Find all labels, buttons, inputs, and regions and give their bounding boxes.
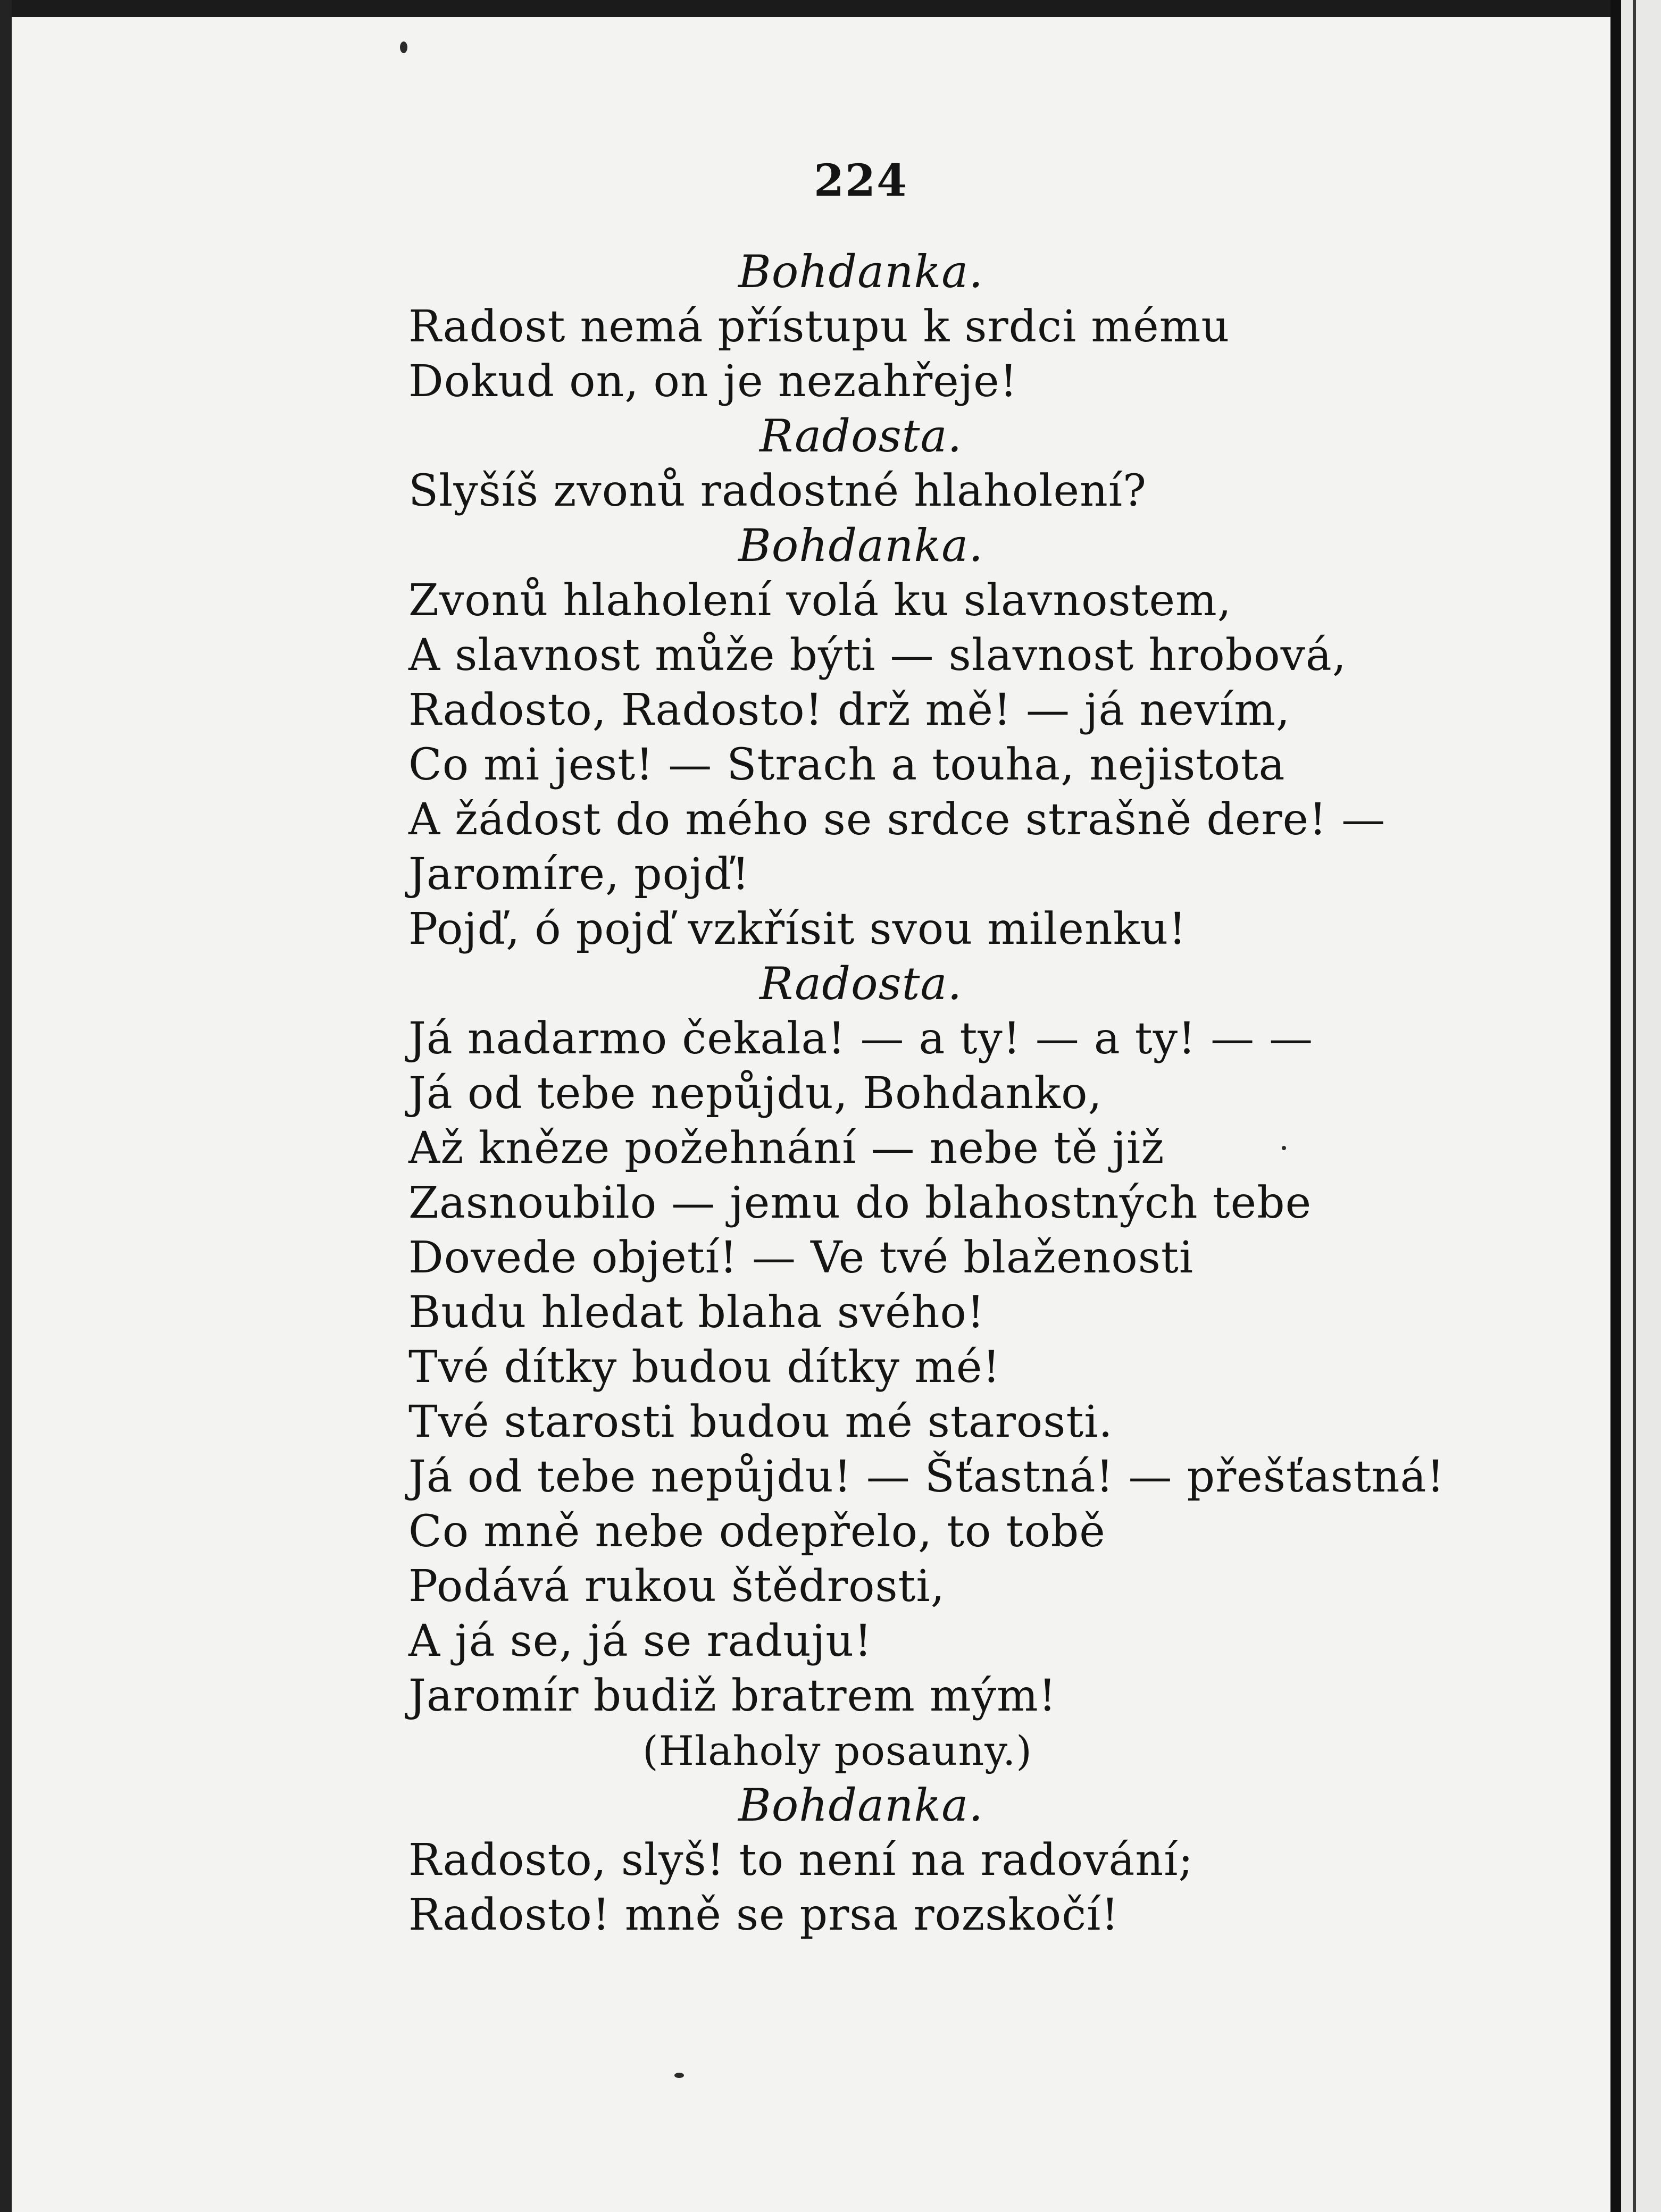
verse-line: Zvonů hlaholení volá ku slavnostem, [408,575,1232,626]
speaker-name: Bohdanka. [738,520,984,572]
verse-line: Zasnoubilo — jemu do blahostných tebe [408,1178,1312,1228]
verse-line: Co mi jest! — Strach a touha, nejistota [408,740,1286,790]
verse-line: Co mně nebe odepřelo, to tobě [408,1506,1106,1557]
stage-direction: (Hlaholy posauny.) [642,1727,1032,1774]
verse-line: A žádost do mého se srdce strašně dere! — [408,794,1386,845]
verse-line: Radosto, slyš! to není na radování; [408,1835,1194,1886]
verse-line: Radosto, Radosto! drž mě! — já nevím, [408,685,1291,735]
verse-line: Podává rukou štědrosti, [408,1561,945,1612]
verse-line: Tvé dítky budou dítky mé! [408,1342,1001,1393]
verse-line: A slavnost může býti — slavnost hrobová, [408,630,1347,681]
scan-border-right-line [1610,0,1621,2212]
scan-border-top [0,0,1617,17]
scan-border-left [0,0,12,2212]
scan-speck [674,2073,684,2078]
verse-line: Já nadarmo čekala! — a ty! — a ty! — — [408,1013,1314,1064]
verse-line: Pojď, ó pojď vzkřísit svou milenku! [408,904,1187,954]
verse-line: Dovede objetí! — Ve tvé blaženosti [408,1233,1194,1283]
speaker-name: Bohdanka. [738,246,984,298]
verse-line: Jaromír budiž bratrem mým! [408,1671,1057,1721]
verse-line: Tvé starosti budou mé starosti. [408,1397,1113,1447]
page-number: 224 [814,155,908,206]
verse-line: Radosto! mně se prsa rozskočí! [408,1890,1120,1940]
verse-line: Já od tebe nepůjdu, Bohdanko, [408,1068,1103,1119]
verse-line: Slyšíš zvonů radostné hlaholení? [408,466,1147,516]
play-text [408,245,1525,1942]
verse-line: Dokud on, on je nezahřeje! [408,356,1018,407]
verse-line: Já od tebe nepůjdu! — Šťastná! — přešťastná! [408,1452,1445,1502]
scan-speck [400,41,407,53]
verse-line: Jaromíre, pojď! [408,849,750,900]
verse-line: Radost nemá přístupu k srdci mému [408,301,1230,352]
scan-border-right-line-thin [1633,0,1636,2212]
speaker-name: Bohdanka. [738,1779,984,1831]
verse-line: A já se, já se raduju! [408,1616,873,1666]
speaker-name: Radosta. [759,410,963,462]
verse-line: Až kněze požehnání — nebe tě již [408,1123,1165,1174]
verse-line: Budu hledat blaha svého! [408,1287,985,1338]
speaker-name: Radosta. [759,958,963,1010]
